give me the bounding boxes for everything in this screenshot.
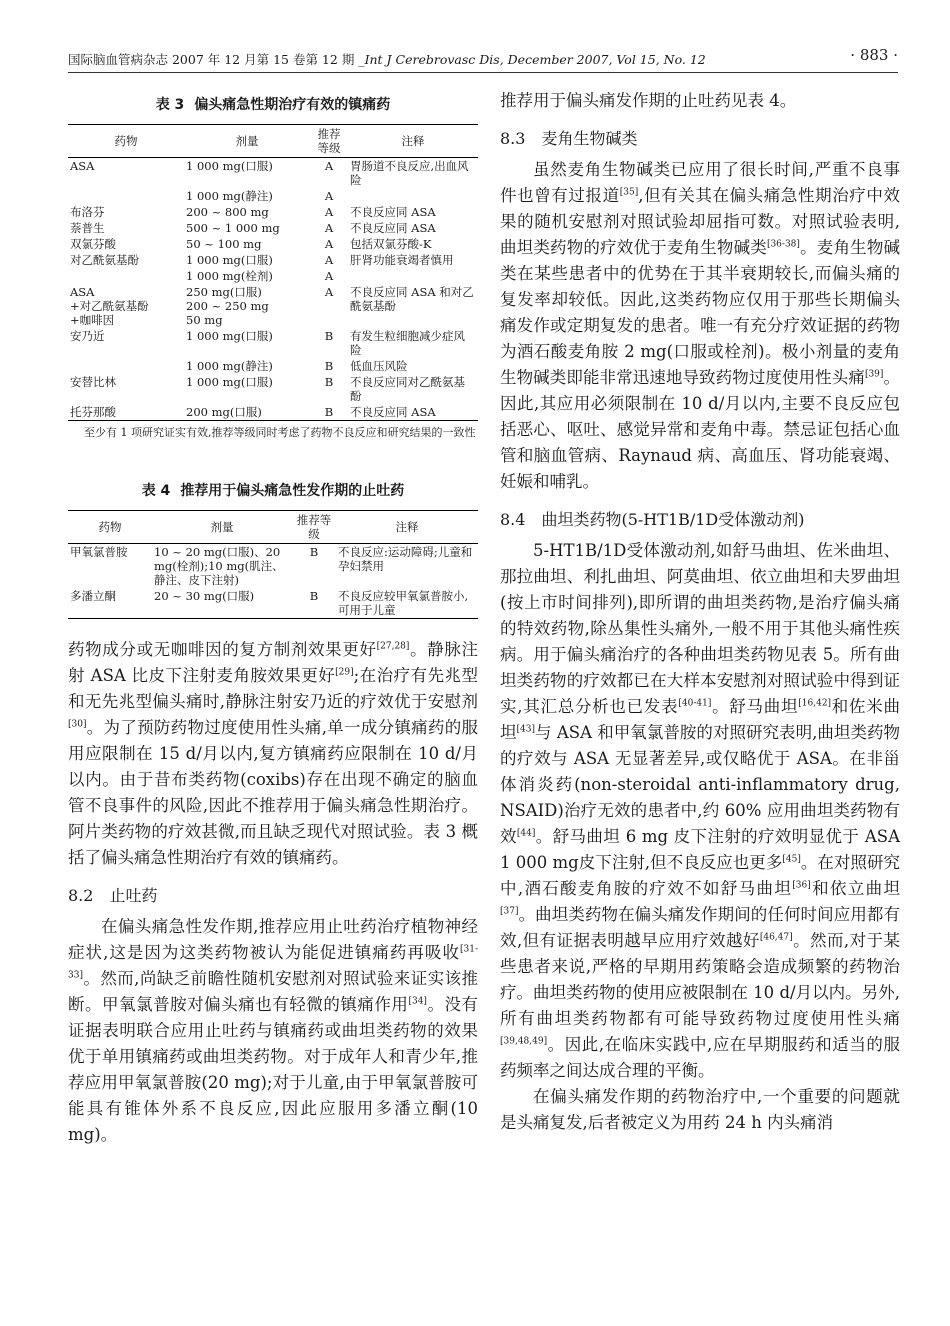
page-number: · 883 · bbox=[850, 46, 898, 64]
table3-caption bbox=[68, 94, 478, 114]
table3-note-cell: 不良反应同 ASA 和对乙酰氨基酚 bbox=[350, 285, 474, 313]
table3-dose-cell: 200 mg(口服) bbox=[186, 405, 262, 419]
citation: [30] bbox=[68, 719, 87, 730]
table3-grade-cell: A bbox=[324, 285, 334, 299]
table3-note-cell bbox=[348, 268, 478, 284]
table4-drug-cell: 多潘立酮 bbox=[70, 589, 116, 603]
table3-grade-cell: A bbox=[324, 221, 334, 235]
table3-note-cell: 不良反应同对乙酰氨基酚 bbox=[350, 375, 465, 403]
table3-dose-cell: 50 ~ 100 mg bbox=[186, 237, 262, 251]
table3-note-cell: 不良反应同 ASA bbox=[350, 405, 436, 419]
table3-dose-cell: 500 ~ 1 000 mg bbox=[186, 221, 280, 235]
right-paragraph-3: 在偏头痛发作期的药物治疗中,一个重要的问题就是头痛复发,后者被定义为用药 24 h 内头痛消 bbox=[500, 1087, 900, 1132]
citation: [39] bbox=[864, 369, 884, 380]
table3-row bbox=[68, 158, 478, 189]
table3-note-cell: 低血压风险 bbox=[350, 359, 408, 373]
table3-row bbox=[68, 252, 478, 268]
table3-grade-cell: B bbox=[324, 329, 334, 343]
table3-row bbox=[68, 328, 478, 358]
table3-drug-cell: 安乃近 bbox=[70, 329, 105, 343]
citation: [36-38] bbox=[766, 239, 800, 250]
table3-row bbox=[68, 374, 478, 404]
table4-col-drug-header: 药物 bbox=[98, 520, 122, 534]
right-paragraph-0: 推荐用于偏头痛发作期的止吐药见表 4。 bbox=[500, 91, 797, 110]
table3-col-dose-header: 剂量 bbox=[235, 134, 259, 148]
table3-grade-cell: B bbox=[324, 405, 334, 419]
table3-note-cell: 有发生粒细胞减少症风险 bbox=[350, 329, 465, 357]
table3-dose-cell: 1 000 mg(口服) bbox=[186, 375, 273, 389]
table3-grade-cell: B bbox=[324, 359, 334, 373]
table4-drug-cell: 甲氧氯普胺 bbox=[70, 545, 128, 559]
section-8-3-heading bbox=[500, 126, 900, 149]
table3-dose-cell: 200 ~ 800 mg bbox=[186, 205, 269, 219]
table3-note: 至少有 1 项研究证实有效,推荐等级同时考虑了药物不良反应和研究结果的一致性 bbox=[84, 426, 476, 439]
right-paragraph-1: 虽然麦角生物碱类已应用了很长时间,严重不良事件也曾有过报道[35],但有关其在偏头痛急性期治疗中效果的随机安慰剂对照试验却屈指可数。对照试验表明,曲坦类药物的疗效优于麦角生物碱类[36-38]。麦角生物碱类在某些患者中的优势在于其半衰期较长,而偏头痛的复发率却较低。因此,这类药物应仅用于那些长期偏头痛发作或定期复发的患者。唯一有充分疗效证据的药物为酒石酸麦角胺 2 mg(口服或栓剂)。极小剂量的麦角生物碱类即能非常迅速地导致药物过度使用性头痛[39]。因此,其应用必须限制在 10 d/月以内,主要不良反应包括恶心、呕吐、感觉异常和麦角中毒。禁忌证包括心血管和脑血管病、Raynaud 病、高血压、肾功能衰竭、妊娠和哺乳。 bbox=[500, 160, 901, 491]
table3-dose-cell: 250 mg(口服) 200 ~ 250 mg 50 mg bbox=[186, 285, 269, 327]
table3-row bbox=[68, 268, 478, 284]
table3-drug-cell bbox=[68, 358, 184, 374]
section-8-4-number: 8.4 bbox=[500, 510, 526, 529]
left-column bbox=[68, 88, 478, 1148]
table3-note-cell: 包括双氯芬酸-K bbox=[350, 237, 432, 251]
citation: [46,47] bbox=[759, 932, 793, 943]
table3-dose-cell: 1 000 mg(口服) bbox=[186, 329, 273, 343]
citation: [39,48,49] bbox=[500, 1036, 548, 1047]
table3-header bbox=[68, 125, 478, 158]
table4-grade-cell: B bbox=[309, 545, 319, 559]
table3-dose-cell: 1 000 mg(口服) bbox=[186, 253, 273, 267]
table4-row bbox=[68, 544, 478, 589]
table3-dose-cell: 1 000 mg(静注) bbox=[186, 359, 273, 373]
table3-drug-cell: ASA +对乙酰氨基酚 +咖啡因 bbox=[70, 285, 149, 327]
table4-dose-cell: 10 ~ 20 mg(口服)、20 mg(栓剂);10 mg(肌注、静注、皮下注射) bbox=[154, 545, 284, 587]
table3-drug-cell: 萘普生 bbox=[70, 221, 105, 235]
table4-title: 推荐用于偏头痛急性发作期的止吐药 bbox=[180, 483, 405, 499]
citation: [43] bbox=[516, 724, 536, 735]
table4-header bbox=[68, 511, 478, 544]
table3-row bbox=[68, 236, 478, 252]
section-8-4-heading bbox=[500, 507, 900, 530]
left-paragraph-2: 在偏头痛急性发作期,推荐应用止吐药治疗植物神经症状,这是因为这类药物被认为能促进镇痛药再吸收[31-33]。然而,尚缺乏前瞻性随机安慰剂对照试验来证实该推断。甲氧氯普胺对偏头痛也有轻微的镇痛作用[34]。没有证据表明联合应用止吐药与镇痛药或曲坦类药物的效果优于单用镇痛药或曲坦类药物。对于成年人和青少年,推荐应用甲氧氯普胺(20 mg);对于儿童,由于甲氧氯普胺可能具有锥体外系不良反应,因此应服用多潘立酮(10 mg)。 bbox=[68, 917, 479, 1144]
table3-drug-cell: 托芬那酸 bbox=[70, 405, 116, 419]
table3-grade-cell: A bbox=[324, 159, 334, 173]
table3-drug-cell: 对乙酰氨基酚 bbox=[70, 253, 139, 267]
citation: [16,42] bbox=[798, 698, 832, 709]
table4-note-cell: 不良反应较甲氧氯普胺小,可用于儿童 bbox=[338, 589, 469, 617]
table3-row bbox=[68, 220, 478, 236]
table3-title: 偏头痛急性期治疗有效的镇痛药 bbox=[194, 97, 391, 113]
table4-body bbox=[68, 544, 478, 619]
table3-drug-cell bbox=[68, 268, 184, 284]
section-8-4-title: 曲坦类药物(5-HT1B/1D受体激动剂) bbox=[541, 510, 805, 529]
table4-row bbox=[68, 588, 478, 619]
table4-col-note-header: 注释 bbox=[395, 520, 419, 534]
section-8-2-heading bbox=[68, 883, 478, 906]
citation: [45] bbox=[782, 854, 801, 865]
table3-note-cell: 胃肠道不良反应,出血风险 bbox=[350, 159, 469, 187]
table3-grade-cell: A bbox=[324, 205, 334, 219]
table4-grade-cell: B bbox=[309, 589, 319, 603]
section-8-3-number: 8.3 bbox=[500, 129, 526, 148]
table3-drug-cell: 双氯芬酸 bbox=[70, 237, 116, 251]
table4 bbox=[68, 510, 478, 619]
table4-caption bbox=[68, 480, 478, 500]
citation: [31-33] bbox=[68, 944, 478, 981]
table3-body bbox=[68, 158, 478, 421]
table3 bbox=[68, 124, 478, 421]
table3-row bbox=[68, 284, 478, 328]
table3-row bbox=[68, 358, 478, 374]
table3-dose-cell: 1 000 mg(栓剂) bbox=[186, 269, 273, 283]
right-column bbox=[500, 88, 900, 1136]
journal-citation: 国际脑血管病杂志 2007 年 12 月第 15 卷第 12 期 _Int J Cerebrovasc Dis, December 2007, Vol 15, No. 12 bbox=[68, 52, 706, 67]
table3-grade-cell: A bbox=[324, 189, 334, 203]
table4-note-cell: 不良反应:运动障碍;儿童和孕妇禁用 bbox=[338, 545, 473, 573]
table3-note-cell: 不良反应同 ASA bbox=[350, 205, 436, 219]
table4-col-dose-header: 剂量 bbox=[210, 520, 234, 534]
table3-drug-cell bbox=[68, 188, 184, 204]
journal-name-en: Int J Cerebrovasc Dis, December 2007, Vol 15, No. 12 bbox=[364, 52, 706, 67]
journal-name-cn: 国际脑血管病杂志 2007 年 12 月第 15 卷第 12 期 bbox=[68, 52, 355, 67]
table3-grade-cell: A bbox=[324, 269, 334, 283]
table3-drug-cell: ASA bbox=[70, 159, 95, 173]
table3-grade-cell: A bbox=[324, 237, 334, 251]
table3-col-drug-header: 药物 bbox=[114, 134, 138, 148]
table3-row bbox=[68, 188, 478, 204]
citation: [44] bbox=[516, 828, 536, 839]
table3-row bbox=[68, 204, 478, 220]
table3-dose-cell: 1 000 mg(静注) bbox=[186, 189, 273, 203]
table3-number: 表 3 bbox=[155, 97, 185, 113]
table4-number: 表 4 bbox=[141, 483, 171, 499]
citation: [35] bbox=[619, 187, 639, 198]
table4-col-grade-header: 推荐等级 bbox=[296, 513, 332, 541]
table3-note-cell: 不良反应同 ASA bbox=[350, 221, 436, 235]
table3-note-cell: 肝肾功能衰竭者慎用 bbox=[350, 253, 454, 267]
section-8-2-number: 8.2 bbox=[68, 886, 94, 905]
citation: [37] bbox=[500, 906, 519, 917]
table3-note-cell bbox=[348, 188, 478, 204]
table3-col-note-header: 注释 bbox=[401, 134, 425, 148]
right-paragraph-2: 5-HT1B/1D受体激动剂,如舒马曲坦、佐米曲坦、那拉曲坦、利扎曲坦、阿莫曲坦、依立曲坦和夫罗曲坦(按上市时间排列),即所谓的曲坦类药物,是治疗偏头痛的特效药物,除丛集性头痛外,一般不用于其他头痛性疾病。用于偏头痛治疗的各种曲坦类药物见表 5。所有曲坦类药物的疗效都已在大样本安慰剂对照试验中得到证实,其汇总分析也已发表[40-41]。舒马曲坦[16,42]和佐米曲坦[43]与 ASA 和甲氧氯普胺的对照研究表明,曲坦类药物的疗效与 ASA 无显著差异,或仅略优于 ASA。在非甾体消炎药(non-steroidal anti-inflammatory drug, NSAID)治疗无效的患者中,约 60% 应用曲坦类药物有效[44]。舒马曲坦 6 mg 皮下注射的疗效明显优于 ASA 1 000 mg皮下注射,但不良反应也更多[45]。在对照研究中,酒石酸麦角胺的疗效不如舒马曲坦[36]和依立曲坦[37]。曲坦类药物在偏头痛发作期间的任何时间应用都有效,但有证据表明越早应用疗效越好[46,47]。然而,对于某些患者来说,严格的早期用药策略会造成频繁的药物治疗。曲坦类药物的使用应被限制在 10 d/月以内。另外,所有曲坦类药物都有可能导致药物过度使用性头痛[39,48,49]。因此,在临床实践中,应在早期服药和适当的服药频率之间达成合理的平衡。 bbox=[500, 541, 901, 1080]
table3-drug-cell: 布洛芬 bbox=[70, 205, 105, 219]
citation: [36] bbox=[792, 880, 811, 891]
table3-row bbox=[68, 404, 478, 421]
table3-dose-cell: 1 000 mg(口服) bbox=[186, 159, 273, 173]
section-8-3-title: 麦角生物碱类 bbox=[541, 129, 638, 148]
table4-dose-cell: 20 ~ 30 mg(口服) bbox=[154, 589, 255, 603]
table3-drug-cell: 安替比林 bbox=[70, 375, 116, 389]
table3-grade-cell: A bbox=[324, 253, 334, 267]
citation: [40-41] bbox=[678, 698, 712, 709]
table3-grade-cell: B bbox=[324, 375, 334, 389]
table3-col-grade-header: 推荐等级 bbox=[317, 127, 341, 155]
section-8-2-title: 止吐药 bbox=[109, 886, 158, 905]
citation: [29] bbox=[335, 667, 354, 678]
left-paragraph-1: 药物成分或无咖啡因的复方制剂效果更好[27,28]。静脉注射 ASA 比皮下注射麦角胺效果更好[29];在治疗有先兆型和无先兆型偏头痛时,静脉注射安乃近的疗效优于安慰剂[30]。为了预防药物过度使用性头痛,单一成分镇痛药的服用应限制在 15 d/月以内,复方镇痛药应限制在 10 d/月以内。由于昔布类药物(coxibs)存在出现不确定的脑血管不良事件的风险,因此不推荐用于偏头痛急性期治疗。阿片类药物的疗效甚微,而且缺乏现代对照试验。表 3 概括了偏头痛急性期治疗有效的镇痛药。 bbox=[68, 640, 479, 867]
citation: [34] bbox=[408, 996, 427, 1007]
running-header bbox=[68, 46, 898, 73]
citation: [27,28] bbox=[376, 641, 410, 652]
